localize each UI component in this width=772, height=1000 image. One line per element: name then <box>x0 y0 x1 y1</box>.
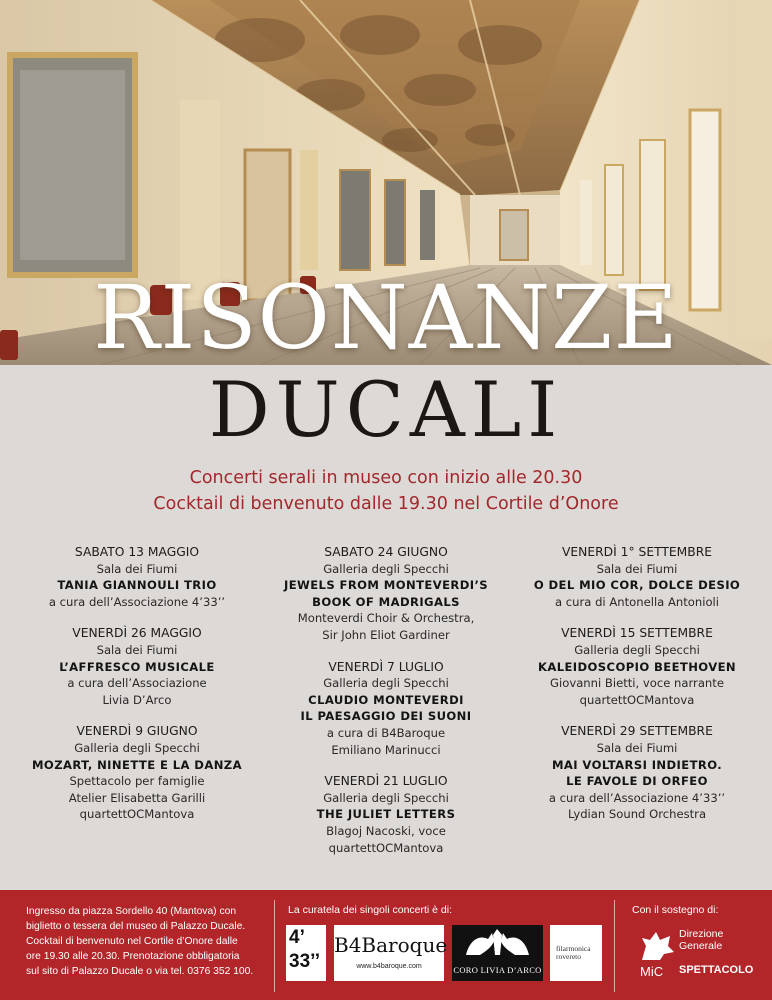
concert-event <box>12 625 262 708</box>
footer-info-line: ore 19.30 alle 20.30. Prenotazione obbligatoria <box>26 951 240 962</box>
event-date: VENERDÌ 9 GIUGNO <box>76 724 198 739</box>
logo-b4baroque <box>334 925 448 981</box>
event-credit: Sir John Eliot Gardiner <box>322 627 450 642</box>
programme-column-1 <box>12 544 262 838</box>
event-title: MAI VOLTARSI INDIETRO. <box>551 757 723 772</box>
griffin-emblem-icon <box>452 925 543 965</box>
event-venue: Galleria degli Specchi <box>323 561 449 576</box>
event-venue: Galleria degli Specchi <box>74 740 200 755</box>
event-credit: a cura dell’Associazione 4’33’’ <box>48 594 226 609</box>
logo-mic-directorate: Direzione Generale <box>679 928 724 952</box>
event-date: VENERDÌ 29 SETTEMBRE <box>561 724 713 739</box>
event-credit: Spettacolo per famiglie <box>69 774 205 789</box>
event-credit: quartettOCMantova <box>79 807 195 822</box>
event-venue: Sala dei Fiumi <box>96 642 178 657</box>
event-venue: Sala dei Fiumi <box>96 561 178 576</box>
event-credit: quartettOCMantova <box>328 840 444 855</box>
programme-column-3 <box>512 544 762 838</box>
subtitle-line-2: Cocktail di benvenuto dalle 19.30 nel Cortile d’Onore <box>153 494 619 514</box>
title-ducali: DUCALI <box>208 365 564 454</box>
event-credit: a cura di Antonella Antonioli <box>555 594 719 609</box>
event-title: O DEL MIO COR, DOLCE DESIO <box>533 578 741 593</box>
logo-mic <box>636 926 766 986</box>
event-venue: Sala dei Fiumi <box>596 740 678 755</box>
event-title: IL PAESAGGIO DEI SUONI <box>300 709 472 724</box>
footer-info-line: biglietto o tessera del museo di Palazzo Ducale. <box>26 921 246 932</box>
concert-event <box>12 723 262 823</box>
event-date: VENERDÌ 15 SETTEMBRE <box>561 626 713 641</box>
logo-b4baroque-text: B4Baroque <box>334 933 448 957</box>
event-credit: Giovanni Bietti, voce narrante <box>550 676 724 691</box>
event-credit: a cura dell’Associazione 4’33’’ <box>548 790 726 805</box>
concert-event <box>261 773 511 856</box>
logo-mic-text: MiC <box>640 964 664 979</box>
footer-info-line: sul sito di Palazzo Ducale o via tel. 0376 352 100. <box>26 966 254 977</box>
footer-info <box>26 904 266 979</box>
footer-info-line: Cocktail di benvenuto nel Cortile d’Onore dalle <box>26 936 238 947</box>
subtitle-line-1: Concerti serali in museo con inizio alle 20.30 <box>189 468 583 488</box>
concert-event <box>512 625 762 708</box>
event-credit: Monteverdi Choir & Orchestra, <box>297 611 475 626</box>
event-title: LE FAVOLE DI ORFEO <box>566 774 708 789</box>
event-title: TANIA GIANNOULI TRIO <box>57 578 217 593</box>
supported-by-label: Con il sostegno di: <box>632 904 719 916</box>
logo-filarmonica-text: filarmonica <box>556 944 591 953</box>
event-credit: Lydian Sound Orchestra <box>567 807 707 822</box>
concert-event <box>512 723 762 823</box>
event-credit: Emiliano Marinucci <box>331 742 441 757</box>
programme-column-2 <box>261 544 511 871</box>
event-credit: Livia D’Arco <box>102 692 172 707</box>
event-date: VENERDÌ 21 LUGLIO <box>324 774 448 789</box>
footer-divider <box>274 900 275 992</box>
event-credit: Blagoj Nacoski, voce <box>326 823 446 838</box>
event-date: SABATO 13 MAGGIO <box>74 545 200 559</box>
event-credit: quartettOCMantova <box>579 692 695 707</box>
concert-event <box>512 544 762 610</box>
logo-rovereto-text: rovereto <box>556 952 581 961</box>
concert-event <box>261 544 511 644</box>
event-title: MOZART, NINETTE E LA DANZA <box>32 757 242 772</box>
event-date: SABATO 24 GIUGNO <box>324 545 448 559</box>
event-date: VENERDÌ 1° SETTEMBRE <box>561 545 713 559</box>
event-title: CLAUDIO MONTEVERDI <box>308 692 464 707</box>
logo-coro-livia-darco <box>452 925 543 981</box>
event-credit: a cura di B4Baroque <box>326 725 446 740</box>
curated-by-label: La curatela dei singoli concerti è di: <box>288 904 453 916</box>
logo-433 <box>286 925 326 981</box>
footer-bar <box>0 890 772 1000</box>
event-title: KALEIDOSCOPIO BEETHOVEN <box>537 659 737 674</box>
logo-filarmonica-rovereto <box>550 925 602 981</box>
event-venue: Galleria degli Specchi <box>323 790 449 805</box>
concert-event <box>12 544 262 610</box>
mic-emblem-icon <box>638 926 678 964</box>
event-venue: Galleria degli Specchi <box>574 642 700 657</box>
concert-event <box>261 659 511 759</box>
event-venue: Sala dei Fiumi <box>596 561 678 576</box>
event-credit: a cura dell’Associazione <box>67 676 207 691</box>
logo-b4baroque-url: www.b4baroque.com <box>356 963 422 970</box>
logo-mic-spettacolo: SPETTACOLO <box>679 964 754 976</box>
event-title: L’AFFRESCO MUSICALE <box>59 659 215 674</box>
event-title: THE JULIET LETTERS <box>316 807 456 822</box>
logo-433-bottom: 33’’ <box>289 951 320 972</box>
footer-divider <box>614 900 615 992</box>
event-title: BOOK OF MADRIGALS <box>312 594 460 609</box>
logo-433-top: 4’ <box>289 927 305 948</box>
event-date: VENERDÌ 7 LUGLIO <box>328 659 444 674</box>
event-title: JEWELS FROM MONTEVERDI’S <box>283 578 489 593</box>
title-risonanze: RISONANZE <box>93 266 679 369</box>
event-venue: Galleria degli Specchi <box>323 676 449 691</box>
event-credit: Atelier Elisabetta Garilli <box>68 790 206 805</box>
logo-coro-text: CORO LIVIA D’ARCO <box>453 965 542 975</box>
footer-info-line: Ingresso da piazza Sordello 40 (Mantova) con <box>26 906 237 917</box>
event-date: VENERDÌ 26 MAGGIO <box>72 626 202 641</box>
